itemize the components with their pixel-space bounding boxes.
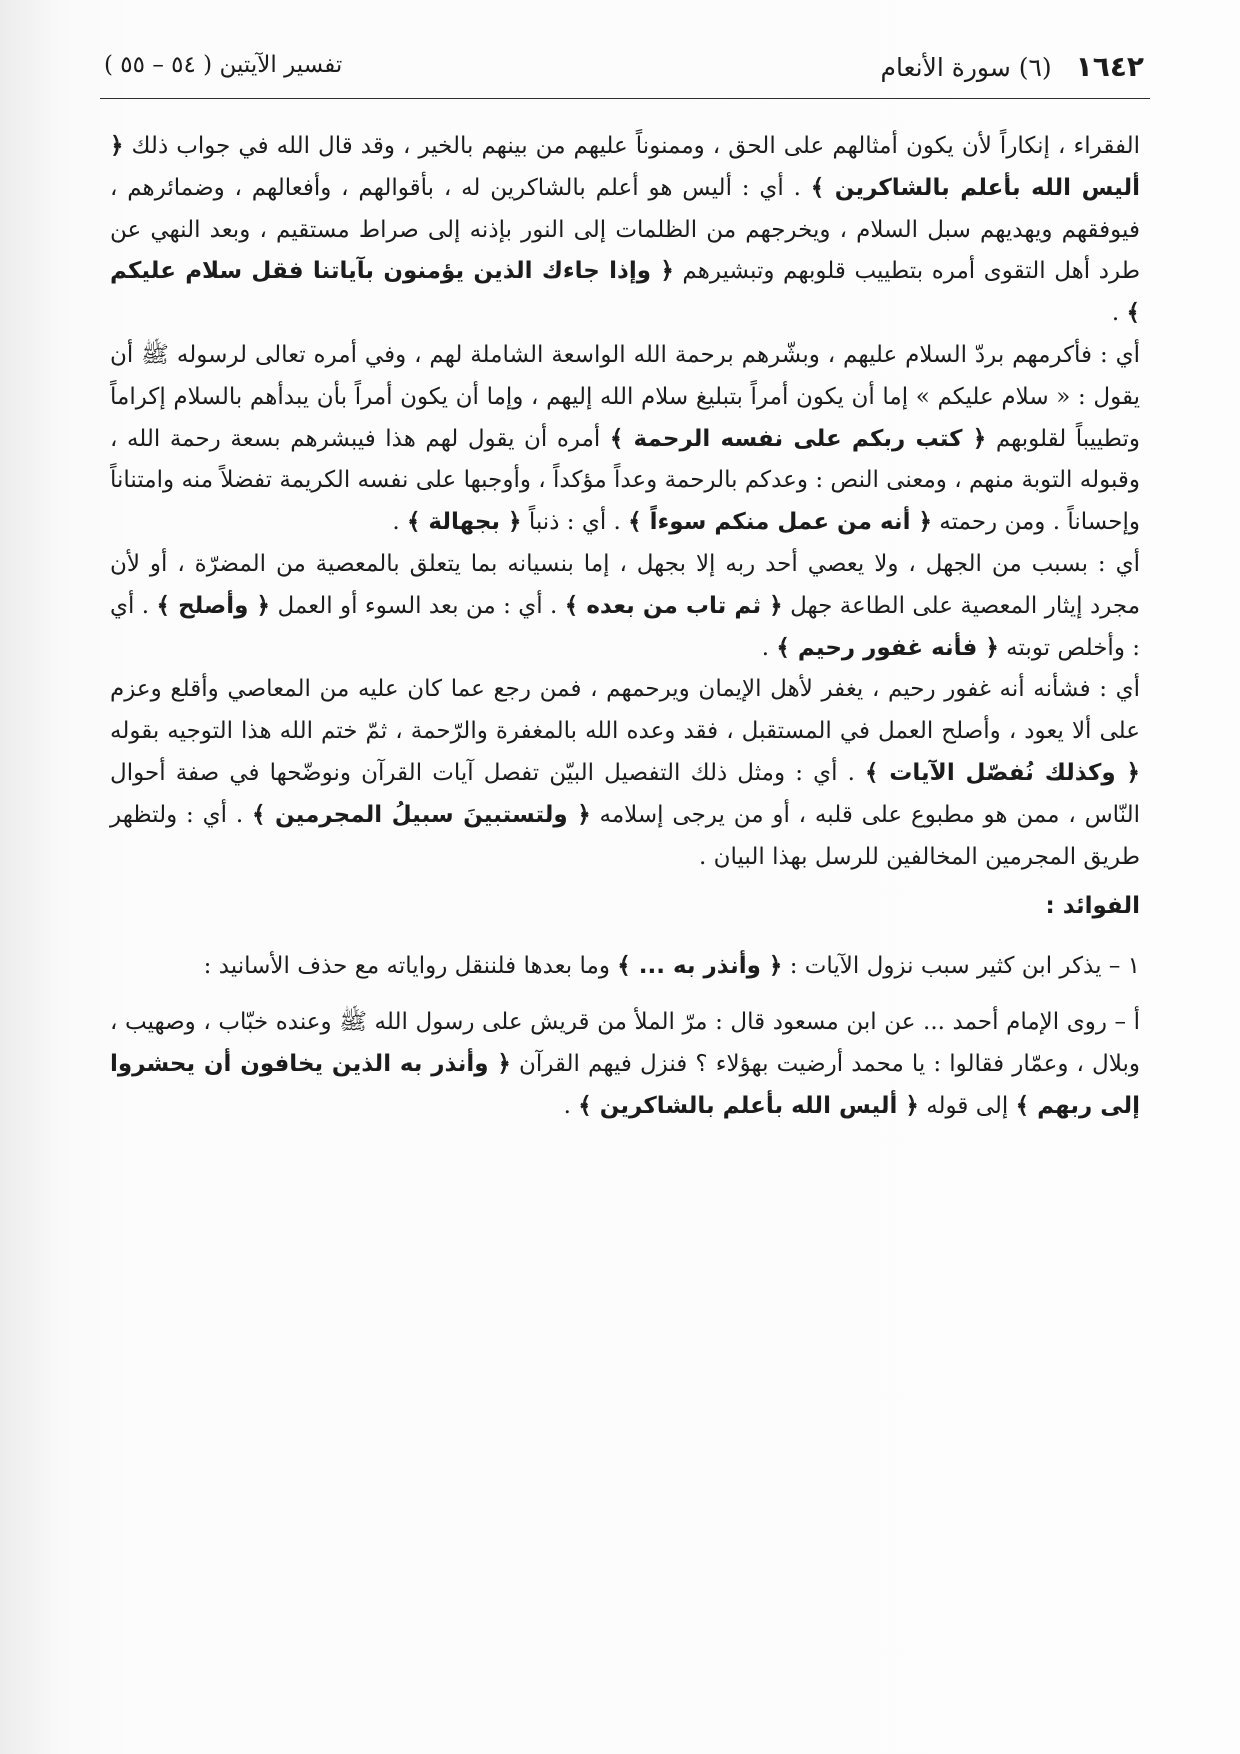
section-title: تفسير الآيتين ( ٥٤ – ٥٥ ) [104,52,343,78]
quran-quote: ﴿ ثم تاب من بعده ﴾ [564,592,783,619]
text-run: وما بعدها فلننقل رواياته مع حذف الأسانيد : [203,953,610,980]
paragraph-2 [110,335,1140,544]
quran-quote: ﴿ ولتستبينَ سبيلُ المجرمين ﴾ [251,801,591,828]
quran-quote: ﴿ أنه من عمل منكم سوءاً ﴾ [628,509,932,536]
page-header [104,50,1144,94]
paragraph-3 [110,544,1140,669]
paragraph-4 [110,669,1140,878]
text-run: . [761,634,770,661]
text-run: . أي : ذنباً [528,509,621,536]
quran-quote: ﴿ وأنذر به ... ﴾ [617,953,783,980]
text-run: . [392,509,400,536]
benefit-item-1 [110,946,1140,988]
page-number: ١٦٤٢ [1075,50,1144,83]
quran-quote: ﴿ وأنذر به الذين يخافون أن يحشروا إلى ربهم ﴾ [110,1050,1140,1119]
quran-quote: ﴿ أليس الله بأعلم بالشاكرين ﴾ [578,1092,919,1119]
text-run: الفقراء ، إنكاراً لأن يكون أمثالهم على الحق ، وممنوناً عليهم من بينهم بالخير ، وقد قال الله في جواب ذلك [131,133,1141,159]
text-run: إلى قوله [926,1092,1009,1119]
quran-quote: ﴿ أليس الله بأعلم بالشاكرين ﴾ [110,133,1140,201]
body-text [110,126,1140,1127]
surah-title: (٦) سورة الأنعام [880,53,1052,82]
quran-quote: ﴿ كتب ربكم على نفسه الرحمة ﴾ [609,425,987,452]
text-run: . [1111,300,1120,327]
quran-quote: ﴿ وأصلح ﴾ [156,592,271,619]
quran-quote: ﴿ بجهالة ﴾ [406,509,522,536]
header-right [880,50,1144,83]
fawaid-heading: الفوائد : [1045,893,1140,920]
text-run: . أي : أليس هو أعلم بالشاكرين له ، بأقوالهم ، وأفعالهم ، وضمائرهم ، فيوفقهم ويهديهم سبل السلام ، ويخرجهم من الظلمات إلى النور بإذنه إلى صراط مستقيم ، وبعد النهي عن طرد أهل التقوى أمره بتطييب قلوبهم وتبشيرهم [110,174,1140,285]
text-run: أمره أن يقول لهم هذا فيبشرهم بسعة رحمة الله ، وقبوله التوبة منهم ، ومعنى النص : وعدكم بالرحمة وعداً مؤكداً ، وأوجبها على نفسه الكريمة تفضلاً منه وامتناناً وإحساناً . ومن رحمته [110,425,1140,536]
quran-quote: ﴿ فأنه غفور رحيم ﴾ [776,634,999,661]
text-run: ١ – يذكر ابن كثير سبب نزول الآيات : [789,953,1140,980]
text-run: أي : بسبب من الجهل ، ولا يعصي أحد ربه إلا بجهل ، إما بنسيانه بما يتعلق بالمعصية من المضرّة ، أو لأن مجرد إيثار المعصية على الطاعة جهل [110,550,1141,619]
text-run: أي : فأكرمهم بردّ السلام عليهم ، وبشّرهم برحمة الله الواسعة الشاملة لهم ، وفي أمره تعالى لرسوله ﷺ أن يقول : « سلام عليكم » إما أن يكون أمراً بتبليغ سلام الله إليهم ، وإما أن يكون أمراً بأن يبدأهم بالسلام إكراماً وتطييباً لقلوبهم [110,341,1141,452]
quran-quote: ﴿ وكذلك نُفصّل الآيات ﴾ [865,759,1140,786]
text-run: . أي : من بعد السوء أو العمل [277,592,558,619]
header-rule [100,98,1150,99]
benefit-item-2 [110,1002,1140,1127]
paragraph-1 [110,126,1140,335]
text-run: . [563,1092,571,1119]
text-run: . أي : ولتظهر طريق المجرمين المخالفين للرسل بهذا البيان . [110,801,1140,870]
quran-quote: ﴿ وإذا جاءك الذين يؤمنون بآياتنا فقل سلام عليكم ﴾ [110,258,1140,327]
text-run: . أي : وأخلص توبته [110,592,1140,661]
text-run: أي : فشأنه أنه غفور رحيم ، يغفر لأهل الإيمان ويرحمهم ، فمن رجع عما كان عليه من المعاصي وأقلع وعزم على ألا يعود ، وأصلح العمل في المستقبل ، فقد وعده الله بالمغفرة والرّحمة ، ثمّ ختم الله هذا التوجيه بقوله [110,676,1140,745]
text-run: أ – روى الإمام أحمد ... عن ابن مسعود قال : مرّ الملأ من قريش على رسول الله ﷺ وعنده خبّاب ، وصهيب ، وبلال ، وعمّار فقالوا : يا محمد أرضيت بهؤلاء ؟ فنزل فيهم القرآن [110,1008,1140,1077]
text-run: . أي : ومثل ذلك التفصيل البيّن تفصل آيات القرآن ونوضّحها في صفة أحوال النّاس ، ممن هو مطبوع على قلبه ، أو من يرجى إسلامه [110,759,1140,828]
